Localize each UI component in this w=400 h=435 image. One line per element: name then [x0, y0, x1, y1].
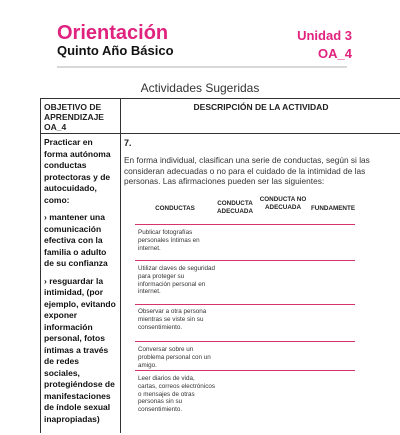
objective-item: › resguardar la intimidad, (por ejemplo, evitando exponer información personal, fotos íntimas a través de redes sociales, protegiéndose de manifestaciones de índole sexual inapropiadas)	[44, 275, 116, 424]
row-divider	[135, 370, 355, 371]
header-conductas: CONDUCTAS	[155, 205, 195, 212]
row-divider	[135, 224, 355, 225]
behavior-row: Utilizar claves de seguridad para proteger su información personal en internet.	[138, 265, 215, 296]
behavior-row: Leer diarios de vida, cartas, correos electrónicos o mensajes de otras personas sin su consentimiento.	[138, 375, 215, 414]
activity-number: 7.	[124, 138, 132, 148]
header-no-adecuada: CONDUCTA NO ADECUADA	[259, 196, 307, 211]
activities-table	[40, 98, 370, 424]
unit-label: Unidad 3	[297, 28, 352, 43]
activity-text: En forma individual, clasifican una serie de conductas, según si las consideran adecuadas o no para el cuidado de la intimidad de las personas. Las afirmaciones pueden ser las siguientes:	[124, 155, 370, 186]
description-cell	[120, 133, 400, 433]
header-divider	[57, 66, 347, 68]
behavior-row: Conversar sobre un problema personal con un amigo.	[138, 346, 211, 369]
objective-header-cell	[40, 98, 121, 134]
description-header-cell	[120, 98, 400, 134]
unit-block	[297, 27, 352, 63]
objective-intro: Practicar en forma autónoma conductas protectoras y de autocuidado, como:	[44, 137, 111, 205]
objective-code: OA_4	[318, 46, 352, 61]
row-divider	[135, 341, 355, 342]
row-divider	[135, 260, 355, 261]
objective-header: OBJETIVO DE APRENDIZAJE OA_4	[44, 102, 104, 132]
objective-cell	[40, 133, 121, 433]
page-title: Orientación	[57, 22, 169, 44]
objective-item: › mantener una comunicación efectiva con la familia o adulto de su confianza	[44, 212, 108, 268]
behavior-row: Publicar fotografías personales íntimas en internet.	[138, 229, 200, 252]
page-subtitle: Quinto Año Básico	[57, 43, 174, 58]
header-adecuada: CONDUCTA ADECUADA	[216, 200, 254, 215]
header-fundamente: FUNDAMENTE	[310, 205, 356, 212]
row-divider	[135, 304, 355, 305]
section-title: Actividades Sugeridas	[140, 81, 260, 95]
behavior-row: Observar a otra persona mientras se viste sin su consentimiento.	[138, 308, 207, 331]
description-header: DESCRIPCIÓN DE LA ACTIVIDAD	[193, 102, 329, 112]
